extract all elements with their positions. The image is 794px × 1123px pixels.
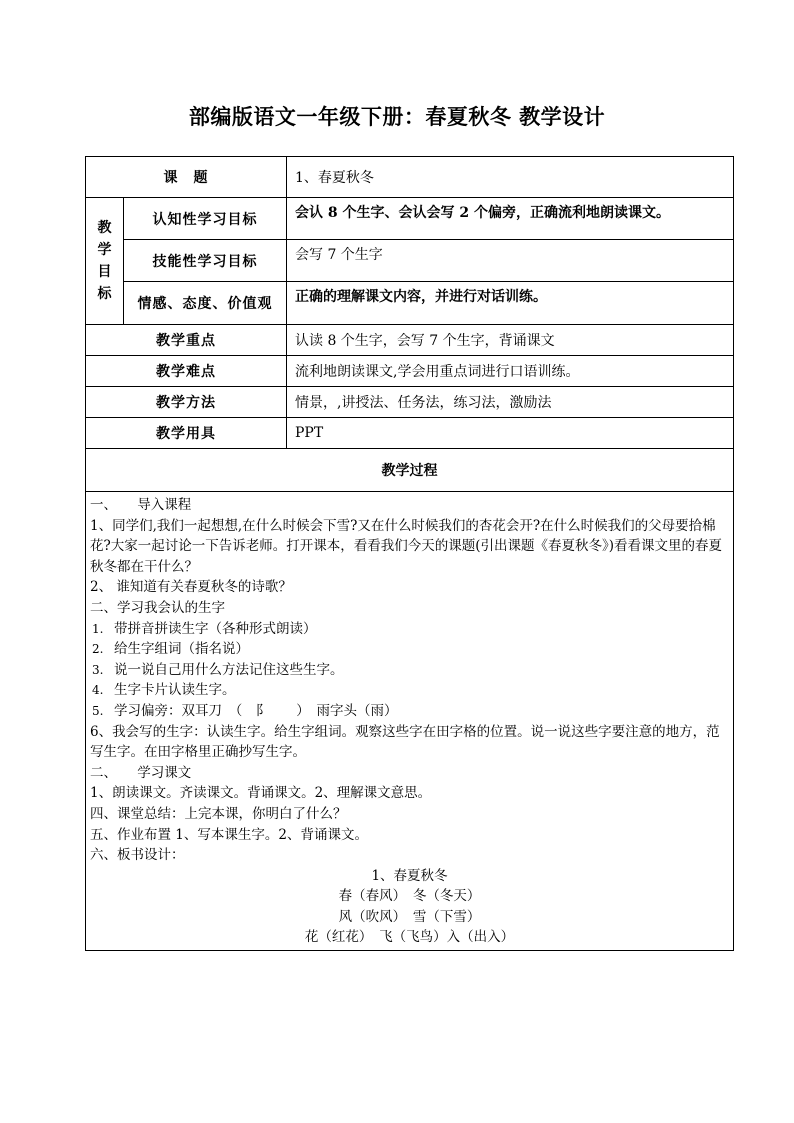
list-item: 2. 给生字组词（指名说） [92,641,249,658]
methods-value: 情景，,讲授法、任务法，练习法，激励法 [287,387,734,418]
section-homework: 五、作业布置 1、写本课生字。2、背诵课文。 [90,826,368,843]
section-learn-text: 二、 学习课文 [90,764,192,781]
section-board-design: 六、板书设计： [90,847,185,864]
process-content [86,492,734,951]
list-item: 5. 学习偏旁：双耳刀 （ 阝 ） 雨字头（雨） [92,702,398,719]
tools-label: 教学用具 [86,418,287,449]
row-methods [86,387,734,418]
lesson-plan-table [85,156,734,951]
process-heading: 教学过程 [86,449,734,492]
tools-value: PPT [287,418,734,449]
list-item: 1. 带拼音拼读生字（各种形式朗读） [92,620,317,637]
topic-row [86,157,734,198]
goal-label-affective: 情感、态度、价值观 [124,282,287,325]
process-heading-row [86,449,734,492]
methods-label: 教学方法 [86,387,287,418]
goal-value-affective: 正确的理解课文内容，并进行对话训练。 [287,282,734,325]
goal-row-affective [86,282,734,325]
board-line: 春（春风） 冬（冬天） [338,888,481,905]
section-recognize: 二、学习我会认的生字 [90,599,225,616]
process-row [86,492,734,951]
difficulties-label: 教学难点 [86,356,287,387]
list-item: 4. 生字卡片认读生字。 [92,682,236,699]
row-tools [86,418,734,449]
intro-paragraph: 1、同学们,我们一起想想,在什么时候会下雪?又在什么时候我们的杏花会开?在什么时候我们的父母要拾棉花?大家一起讨论一下告诉老师。打开课本，看看我们今天的课题(引出课题《春夏秋冬》)看看课文里的春夏秋冬都在干什么？ [90,517,723,575]
goals-side-label: 教 学 目 标 [86,198,124,325]
row-key-points [86,325,734,356]
goal-row-cognitive [86,198,734,240]
document-title: 部编版语文一年级下册：春夏秋冬 教学设计 [188,104,606,129]
key-points-value: 认读 8 个生字，会写 7 个生字，背诵课文 [287,325,734,356]
board-line: 1、春夏秋冬 [371,867,448,884]
difficulties-value: 流利地朗读课文,学会用重点词进行口语训练。 [287,356,734,387]
topic-label: 课 题 [86,157,287,198]
row-difficulties [86,356,734,387]
writing-paragraph: 6、我会写的生字：认读生字。给生字组词。观察这些字在田字格的位置。说一说这些字要注意的地方，范写生字。在田字格里正确抄写生字。 [90,723,720,761]
topic-value: 1、春夏秋冬 [287,157,734,198]
board-line: 花（红花） 飞（飞鸟）入（出入） [304,929,515,946]
key-points-label: 教学重点 [86,325,287,356]
goal-row-skill [86,240,734,282]
list-item: 3. 说一说自己用什么方法记住这些生字。 [92,661,344,678]
board-line: 风（吹风） 雪（下雪） [338,908,481,925]
goal-label-cognitive: 认知性学习目标 [124,198,287,240]
goal-value-skill: 会写 7 个生字 [287,240,734,282]
section-intro: 一、 导入课程 [90,497,192,513]
goal-value-cognitive: 会认 8 个生字、会认会写 2 个偏旁，正确流利地朗读课文。 [287,198,734,240]
reading-paragraph: 1、朗读课文。齐读课文。背诵课文。2、理解课文意思。 [90,785,432,802]
poem-question: 2、 谁知道有关春夏秋冬的诗歌？ [90,579,292,596]
goal-label-skill: 技能性学习目标 [124,240,287,282]
section-summary: 四、课堂总结：上完本课，你明白了什么？ [90,805,347,822]
